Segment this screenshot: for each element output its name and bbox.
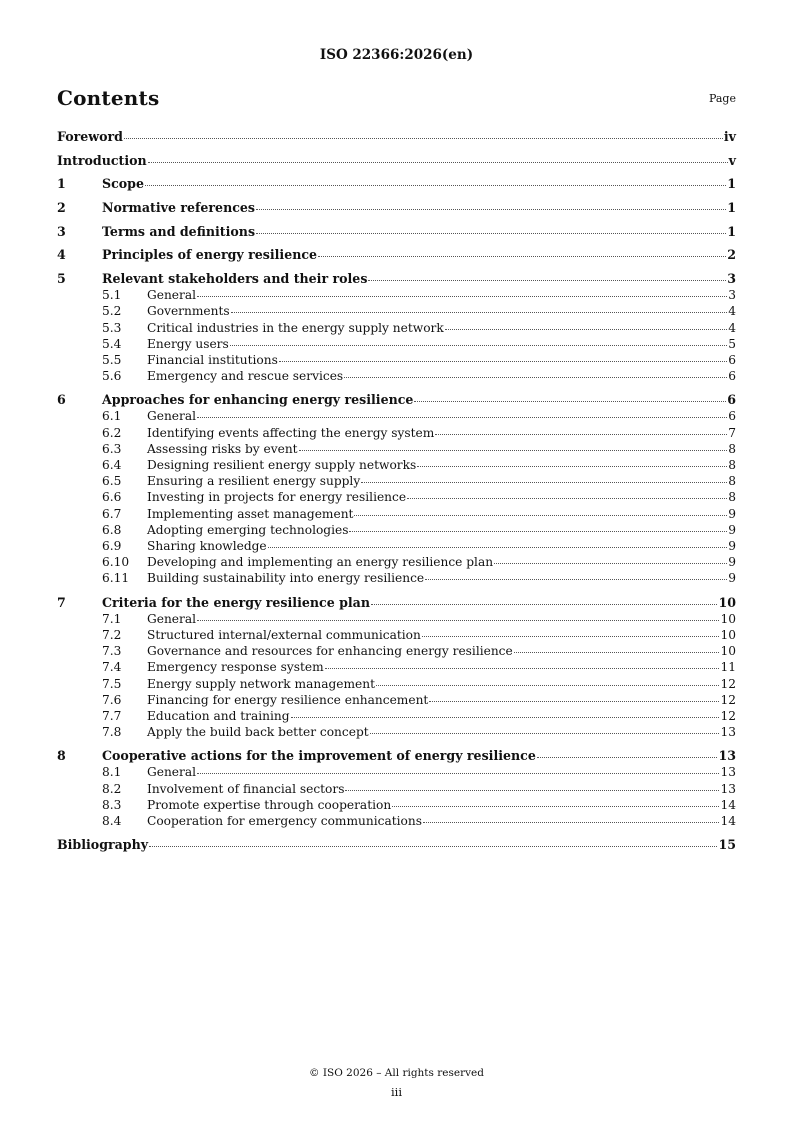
toc-entry-title: General	[147, 611, 196, 626]
toc-subentry-7-8[interactable]	[57, 724, 736, 740]
toc-entry-title: Financial institutions	[147, 352, 278, 367]
toc-entry-title: Cooperative actions for the improvement of energy resilience	[102, 748, 536, 764]
toc-entry-bibliography[interactable]	[57, 837, 736, 853]
toc-entry-page: 9	[728, 522, 736, 537]
toc-entry-title: Apply the build back better concept	[147, 725, 369, 740]
toc-entry-page: 2	[727, 247, 736, 263]
toc-entry-number: 6.6	[102, 490, 122, 505]
dot-leader	[422, 635, 720, 637]
toc-entry-title: Energy users	[147, 336, 229, 351]
toc-entry-section-3[interactable]	[57, 224, 736, 240]
toc-subentry-6-9[interactable]	[57, 538, 736, 554]
toc-subentry-7-3[interactable]	[57, 643, 736, 659]
toc-entry-title: Governments	[147, 304, 230, 319]
dot-leader	[425, 578, 727, 580]
toc-entry-number: 5	[57, 271, 66, 287]
dot-leader	[149, 845, 717, 847]
toc-subentry-6-6[interactable]	[57, 489, 736, 505]
toc-entry-page: 14	[720, 814, 736, 829]
toc-entry-title: Developing and implementing an energy resilience plan	[147, 555, 494, 570]
page-number: iii	[390, 1085, 403, 1099]
toc-entry-section-2[interactable]	[57, 200, 736, 216]
toc-subentry-7-7[interactable]	[57, 708, 736, 724]
dot-leader	[445, 328, 727, 330]
toc-entry-number: 6.10	[102, 555, 130, 570]
toc-entry-page: 14	[720, 797, 736, 812]
toc-entry-page: 12	[720, 692, 736, 707]
table-of-contents	[57, 129, 736, 853]
toc-entry-page: 8	[728, 474, 736, 489]
toc-entry-number: 5.3	[102, 320, 122, 335]
toc-entry-title: Foreword	[57, 129, 123, 144]
toc-subentry-5-5[interactable]	[57, 352, 736, 368]
toc-entry-title: Emergency and rescue services	[147, 369, 344, 384]
toc-entry-title: Identifying events affecting the energy system	[147, 425, 435, 440]
dot-leader	[268, 546, 728, 548]
toc-entry-page: 3	[727, 271, 736, 287]
toc-entry-number: 8.4	[102, 814, 122, 829]
toc-entry-title: General	[147, 288, 196, 303]
toc-entry-number: 3	[57, 223, 66, 239]
toc-subentry-5-1[interactable]	[57, 287, 736, 303]
toc-entry-foreword[interactable]	[57, 129, 736, 145]
toc-subentry-7-2[interactable]	[57, 627, 736, 643]
toc-entry-page: 13	[720, 765, 736, 780]
dot-leader	[325, 667, 720, 669]
toc-entry-page: 11	[720, 660, 736, 675]
dot-leader	[371, 603, 717, 605]
toc-entry-number: 6.3	[102, 441, 122, 456]
toc-entry-section-4[interactable]	[57, 247, 736, 263]
toc-subentry-5-2[interactable]	[57, 303, 736, 319]
dot-leader	[197, 295, 727, 297]
toc-entry-number: 6.4	[102, 458, 122, 473]
toc-subentry-8-3[interactable]	[57, 797, 736, 813]
toc-entry-number: 5.5	[102, 352, 122, 367]
toc-entry-title: Cooperation for emergency communications	[147, 814, 422, 829]
dot-leader	[299, 449, 728, 451]
toc-entry-section-7[interactable]	[57, 595, 736, 611]
toc-entry-page: 6	[728, 409, 736, 424]
dot-leader	[231, 311, 728, 313]
toc-entry-number: 6.9	[102, 539, 122, 554]
toc-entry-section-5[interactable]	[57, 271, 736, 287]
toc-entry-number: 7.3	[102, 644, 122, 659]
dot-leader	[197, 772, 719, 774]
dot-leader	[429, 700, 719, 702]
toc-entry-page: 13	[720, 781, 736, 796]
dot-leader	[370, 732, 720, 734]
toc-entry-section-1[interactable]	[57, 176, 736, 192]
toc-entry-page: 4	[728, 320, 736, 335]
toc-entry-page: 4	[728, 304, 736, 319]
toc-entry-page: 9	[728, 506, 736, 521]
dot-leader	[514, 651, 720, 653]
toc-entry-number: 7	[57, 594, 66, 610]
toc-entry-section-6[interactable]	[57, 392, 736, 408]
toc-subentry-6-10[interactable]	[57, 554, 736, 570]
dot-leader	[361, 481, 727, 483]
toc-subentry-6-2[interactable]	[57, 425, 736, 441]
toc-entry-page: 5	[728, 336, 736, 351]
toc-entry-page: 8	[728, 490, 736, 505]
toc-entry-number: 6.5	[102, 474, 122, 489]
dot-leader	[376, 684, 719, 686]
toc-entry-introduction[interactable]	[57, 153, 736, 169]
toc-entry-number: 6.7	[102, 506, 122, 521]
toc-subentry-5-6[interactable]	[57, 368, 736, 384]
toc-entry-page: 6	[727, 392, 736, 408]
toc-entry-title: Bibliography	[57, 837, 149, 853]
toc-entry-page: 3	[728, 288, 736, 303]
toc-entry-number: 8.3	[102, 797, 122, 812]
toc-entry-title: Designing resilient energy supply networks	[147, 458, 417, 473]
toc-entry-page: 7	[728, 425, 736, 440]
dot-leader	[256, 232, 726, 234]
toc-entry-title: Financing for energy resilience enhancement	[147, 692, 429, 707]
toc-entry-title: Education and training	[147, 708, 290, 723]
toc-entry-title: Ensuring a resilient energy supply	[147, 474, 361, 489]
dot-leader	[392, 805, 719, 807]
toc-entry-title: Involvement of financial sectors	[147, 781, 345, 796]
toc-entry-page: 8	[728, 441, 736, 456]
toc-entry-number: 8.2	[102, 781, 122, 796]
toc-entry-page: 10	[718, 594, 736, 610]
toc-entry-number: 7.5	[102, 676, 122, 691]
toc-entry-title: Structured internal/external communication	[147, 627, 421, 642]
toc-entry-page: 1	[727, 200, 736, 216]
toc-entry-page: 13	[720, 725, 736, 740]
toc-entry-number: 5.1	[102, 288, 122, 303]
toc-subentry-7-6[interactable]	[57, 692, 736, 708]
toc-subentry-6-1[interactable]	[57, 408, 736, 424]
toc-entry-number: 6.1	[102, 409, 122, 424]
toc-entry-number: 8.1	[102, 765, 122, 780]
toc-entry-title: General	[147, 409, 196, 424]
toc-subentry-5-3[interactable]	[57, 320, 736, 336]
toc-entry-number: 7.4	[102, 660, 122, 675]
toc-entry-page: 10	[720, 611, 736, 626]
dot-leader	[124, 137, 723, 139]
dot-leader	[291, 716, 720, 718]
toc-entry-title: Adopting emerging technologies	[147, 522, 349, 537]
toc-subentry-7-4[interactable]	[57, 659, 736, 675]
toc-entry-page: 8	[728, 458, 736, 473]
toc-entry-page: 15	[718, 837, 736, 853]
toc-subentry-6-3[interactable]	[57, 441, 736, 457]
dot-leader	[435, 433, 727, 435]
copyright-notice: © ISO 2026 – All rights reserved	[309, 1067, 484, 1079]
toc-entry-page: 12	[720, 676, 736, 691]
toc-entry-title: Emergency response system	[147, 660, 324, 675]
toc-entry-number: 6.8	[102, 522, 122, 537]
toc-entry-page: 10	[720, 627, 736, 642]
toc-entry-number: 2	[57, 200, 66, 216]
dot-leader	[354, 514, 727, 516]
dot-leader	[414, 400, 726, 402]
toc-entry-title: Sharing knowledge	[147, 539, 267, 554]
toc-entry-page: 10	[720, 644, 736, 659]
toc-subentry-8-2[interactable]	[57, 781, 736, 797]
toc-entry-page: 9	[728, 539, 736, 554]
toc-entry-title: Building sustainability into energy resilience	[147, 571, 425, 586]
dot-leader	[368, 279, 726, 281]
toc-entry-page: v	[728, 152, 736, 168]
toc-entry-page: 1	[727, 223, 736, 239]
toc-entry-title: Assessing risks by event	[147, 441, 298, 456]
toc-entry-number: 5.2	[102, 304, 122, 319]
dot-leader	[230, 344, 727, 346]
toc-entry-page: iv	[723, 129, 736, 144]
dot-leader	[423, 821, 720, 823]
toc-entry-number: 6.2	[102, 425, 122, 440]
toc-entry-page: 1	[727, 176, 736, 192]
toc-subentry-6-4[interactable]	[57, 457, 736, 473]
toc-entry-title: Promote expertise through cooperation	[147, 797, 392, 812]
toc-entry-number: 6.11	[102, 571, 130, 586]
toc-entry-title: Implementing asset management	[147, 506, 354, 521]
dot-leader	[148, 161, 728, 163]
toc-entry-number: 6	[57, 392, 66, 408]
toc-entry-title: Terms and definitions	[102, 223, 256, 239]
document-id: ISO 22366:2026(en)	[319, 47, 474, 63]
toc-entry-title: Criteria for the energy resilience plan	[102, 594, 370, 610]
toc-entry-page: 9	[728, 571, 736, 586]
dot-leader	[349, 530, 727, 532]
toc-subentry-7-1[interactable]	[57, 611, 736, 627]
toc-entry-number: 7.2	[102, 627, 122, 642]
toc-subentry-6-7[interactable]	[57, 506, 736, 522]
dot-leader	[197, 619, 719, 621]
toc-entry-title: Scope	[102, 176, 144, 192]
dot-leader	[417, 465, 727, 467]
dot-leader	[407, 497, 727, 499]
dot-leader	[537, 756, 718, 758]
toc-entry-number: 5.6	[102, 369, 122, 384]
dot-leader	[318, 255, 726, 257]
toc-entry-title: Energy supply network management	[147, 676, 375, 691]
toc-entry-number: 7.1	[102, 611, 122, 626]
toc-entry-number: 1	[57, 176, 66, 192]
dot-leader	[345, 789, 719, 791]
toc-subentry-5-4[interactable]	[57, 336, 736, 352]
toc-entry-title: Introduction	[57, 152, 147, 168]
toc-entry-page: 6	[728, 352, 736, 367]
dot-leader	[197, 416, 727, 418]
toc-entry-number: 7.7	[102, 708, 122, 723]
toc-entry-title: Relevant stakeholders and their roles	[102, 271, 368, 287]
toc-entry-number: 4	[57, 247, 66, 263]
toc-entry-number: 8	[57, 748, 66, 764]
dot-leader	[494, 562, 727, 564]
toc-entry-section-8[interactable]	[57, 748, 736, 764]
toc-subentry-6-11[interactable]	[57, 570, 736, 586]
toc-entry-number: 7.6	[102, 692, 122, 707]
toc-entry-title: General	[147, 765, 196, 780]
toc-subentry-8-4[interactable]	[57, 813, 736, 829]
dot-leader	[344, 376, 727, 378]
toc-entry-title: Normative references	[102, 200, 256, 216]
contents-title: Contents	[57, 86, 160, 110]
dot-leader	[145, 184, 726, 186]
toc-subentry-7-5[interactable]	[57, 676, 736, 692]
toc-subentry-6-8[interactable]	[57, 522, 736, 538]
toc-entry-number: 5.4	[102, 336, 122, 351]
dot-leader	[279, 360, 727, 362]
toc-entry-title: Critical industries in the energy supply network	[147, 320, 444, 335]
toc-subentry-6-5[interactable]	[57, 473, 736, 489]
dot-leader	[256, 208, 726, 210]
toc-entry-page: 9	[728, 555, 736, 570]
toc-entry-title: Principles of energy resilience	[102, 247, 318, 263]
toc-subentry-8-1[interactable]	[57, 764, 736, 780]
page-column-label: Page	[708, 92, 736, 105]
toc-entry-title: Investing in projects for energy resilience	[147, 490, 407, 505]
toc-entry-number: 7.8	[102, 725, 122, 740]
toc-entry-page: 13	[718, 748, 736, 764]
toc-entry-page: 12	[720, 708, 736, 723]
toc-entry-title: Governance and resources for enhancing energy resilience	[147, 644, 513, 659]
toc-entry-title: Approaches for enhancing energy resilience	[102, 392, 414, 408]
toc-entry-page: 6	[728, 369, 736, 384]
